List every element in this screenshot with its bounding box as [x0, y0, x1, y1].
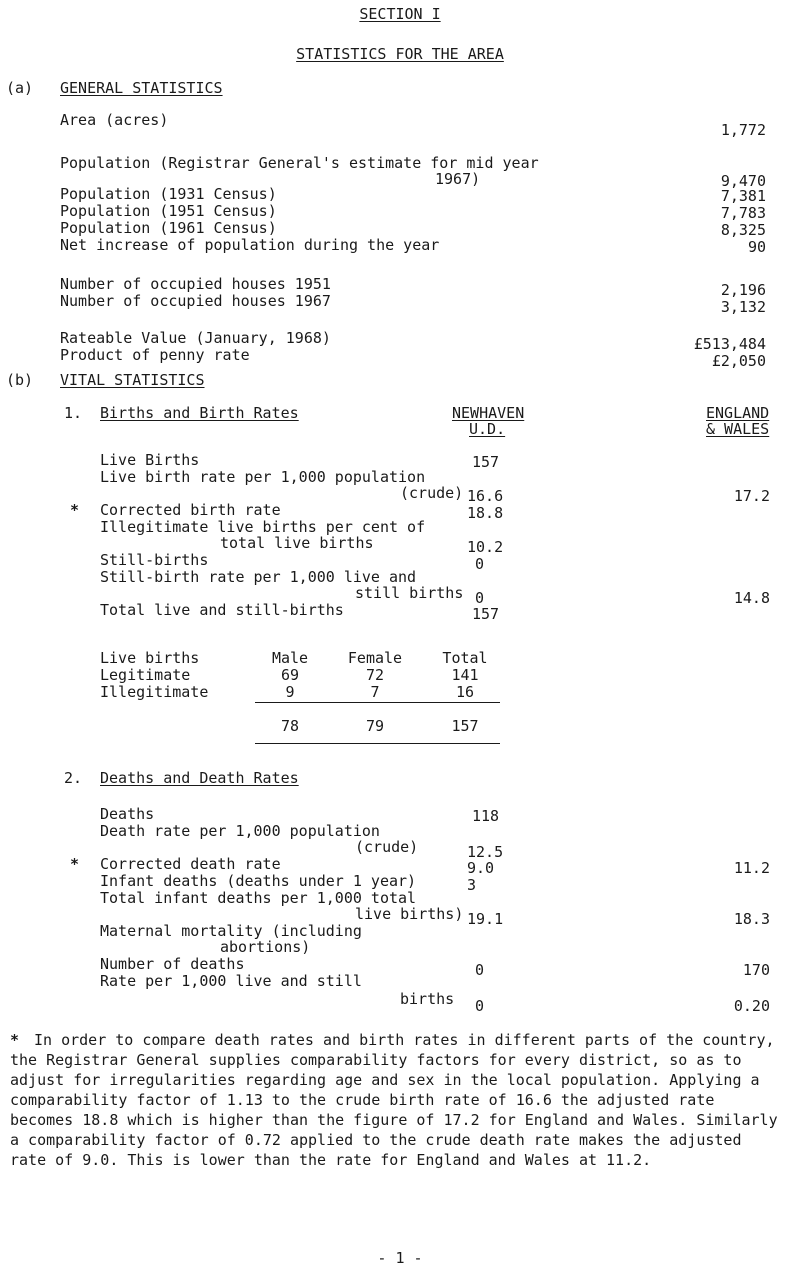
corrected-birth-rate-label: Corrected birth rate [100, 501, 281, 519]
table-total-rule [255, 743, 500, 744]
table-cell: 141 [451, 666, 479, 684]
illegitimate-label: Illegitimate live births per cent of [100, 518, 426, 536]
number-of-deaths-national: 170 [742, 961, 770, 979]
live-births-local: 157 [472, 453, 500, 471]
infant-rate-label: Total infant deaths per 1,000 total [100, 889, 417, 907]
footnote-star: * [10, 1031, 20, 1049]
pop-1931-label: Population (1931 Census) [60, 185, 277, 203]
penny-rate-label: Product of penny rate [60, 346, 250, 364]
table-cell: 16 [455, 683, 475, 701]
corrected-death-rate-star: * [70, 855, 80, 873]
total-births-local: 157 [472, 605, 500, 623]
total-births-label: Total live and still-births [100, 601, 344, 619]
table-col-total: Total [442, 649, 488, 667]
pop-estimate-value: 9,470 [720, 172, 766, 190]
table-cell: 7 [370, 683, 380, 701]
maternal-rate-label: Rate per 1,000 live and still [100, 972, 362, 990]
death-rate-local: 12.5 [467, 843, 504, 861]
deaths-label: Deaths [100, 805, 155, 823]
corrected-death-rate-local: 9.0 [467, 859, 495, 877]
birth-rate-label: Live birth rate per 1,000 population [100, 468, 426, 486]
table-row-legitimate-label: Legitimate [100, 666, 191, 684]
pop-estimate-year: 1967) [435, 170, 481, 188]
vital-statistics-heading: VITAL STATISTICS [60, 371, 205, 389]
death-rate-label: Death rate per 1,000 population [100, 822, 380, 840]
houses-1951-value: 2,196 [720, 281, 766, 299]
general-statistics-heading: GENERAL STATISTICS [60, 79, 223, 97]
stillbirths-local: 0 [475, 555, 485, 573]
deaths-section-number: 2. [64, 769, 83, 787]
infant-deaths-label: Infant deaths (deaths under 1 year) [100, 872, 417, 890]
table-total-total: 157 [451, 717, 479, 735]
live-births-label: Live Births [100, 451, 200, 469]
number-of-deaths-local: 0 [475, 961, 485, 979]
maternal-rate-national: 0.20 [733, 997, 770, 1015]
pop-1961-label: Population (1961 Census) [60, 219, 277, 237]
section-heading: SECTION I [359, 5, 441, 23]
stillbirth-rate-label-2: still births [355, 584, 464, 602]
column-header-national-sub: & WALES [706, 420, 770, 438]
column-header-national: ENGLAND [706, 404, 770, 422]
stillbirth-rate-label: Still-birth rate per 1,000 live and [100, 568, 417, 586]
table-total-male: 78 [280, 717, 300, 735]
deaths-heading: Deaths and Death Rates [100, 769, 299, 787]
penny-rate-value: £2,050 [711, 352, 766, 370]
birth-rate-local: 16.6 [467, 487, 504, 505]
corrected-birth-rate-local: 18.8 [467, 504, 504, 522]
pop-1931-value: 7,381 [720, 187, 766, 205]
infant-rate-national: 18.3 [733, 910, 770, 928]
table-cell: 72 [365, 666, 385, 684]
corrected-death-rate-national: 11.2 [733, 859, 770, 877]
page-number: - 1 - [377, 1249, 423, 1267]
maternal-mortality-label: Maternal mortality (including [100, 922, 362, 940]
pop-1951-value: 7,783 [720, 204, 766, 222]
table-col-male: Male [271, 649, 309, 667]
birth-rate-label-crude: (crude) [400, 484, 464, 502]
footnote-text: In order to compare death rates and birth rates in different parts of the country, the Registrar General supplies comparability factors for every district, so as to adjust for irregularities regarding age and sex in the local population. Applying a comparability factor of 1.13 to the crude birth rate of 16.6 the adjusted rate becomes 18.8 which is higher than the figure of 17.2 for England and Wales. Similarly a comparability factor of 0.72 applied to the crude death rate makes the adjusted rate of 9.0. This is lower than the rate for England and Wales at 11.2. [10, 1031, 778, 1169]
section-b-marker: (b) [6, 371, 34, 389]
illegitimate-label-2: total live births [220, 534, 374, 552]
area-value: 1,772 [720, 121, 766, 139]
death-rate-label-crude: (crude) [355, 838, 419, 856]
maternal-rate-label-2: births [400, 990, 455, 1008]
stillbirths-label: Still-births [100, 551, 209, 569]
maternal-mortality-label-2: abortions) [220, 938, 311, 956]
net-increase-label: Net increase of population during the year [60, 236, 440, 254]
column-header-local: NEWHAVEN [452, 404, 525, 422]
corrected-death-rate-label: Corrected death rate [100, 855, 281, 873]
houses-1967-value: 3,132 [720, 298, 766, 316]
number-of-deaths-label: Number of deaths [100, 955, 245, 973]
pop-1961-value: 8,325 [720, 221, 766, 239]
rateable-value-label: Rateable Value (January, 1968) [60, 329, 331, 347]
maternal-rate-local: 0 [475, 997, 485, 1015]
table-total-female: 79 [365, 717, 385, 735]
area-label: Area (acres) [60, 111, 169, 129]
page-title: STATISTICS FOR THE AREA [296, 45, 504, 63]
houses-1967-label: Number of occupied houses 1967 [60, 292, 331, 310]
live-births-table-header: Live births [100, 649, 200, 667]
table-col-female: Female [347, 649, 403, 667]
net-increase-value: 90 [747, 238, 766, 256]
houses-1951-label: Number of occupied houses 1951 [60, 275, 331, 293]
births-heading: Births and Birth Rates [100, 404, 299, 422]
stillbirth-rate-national: 14.8 [733, 589, 770, 607]
corrected-birth-rate-star: * [70, 501, 80, 519]
stillbirth-rate-local: 0 [475, 589, 485, 607]
table-row-illegitimate-label: Illegitimate [100, 683, 209, 701]
pop-estimate-label: Population (Registrar General's estimate for mid year [60, 154, 539, 172]
birth-rate-national: 17.2 [733, 487, 770, 505]
infant-rate-label-2: live births) [355, 905, 464, 923]
table-cell: 69 [280, 666, 300, 684]
column-header-local-sub: U.D. [469, 420, 506, 438]
infant-deaths-local: 3 [467, 876, 477, 894]
illegitimate-local: 10.2 [467, 538, 504, 556]
section-a-marker: (a) [6, 79, 34, 97]
pop-1951-label: Population (1951 Census) [60, 202, 277, 220]
deaths-local: 118 [472, 807, 500, 825]
rateable-value: £513,484 [693, 335, 766, 353]
table-cell: 9 [285, 683, 295, 701]
births-section-number: 1. [64, 404, 83, 422]
infant-rate-local: 19.1 [467, 910, 504, 928]
table-subtotal-rule [255, 702, 500, 703]
